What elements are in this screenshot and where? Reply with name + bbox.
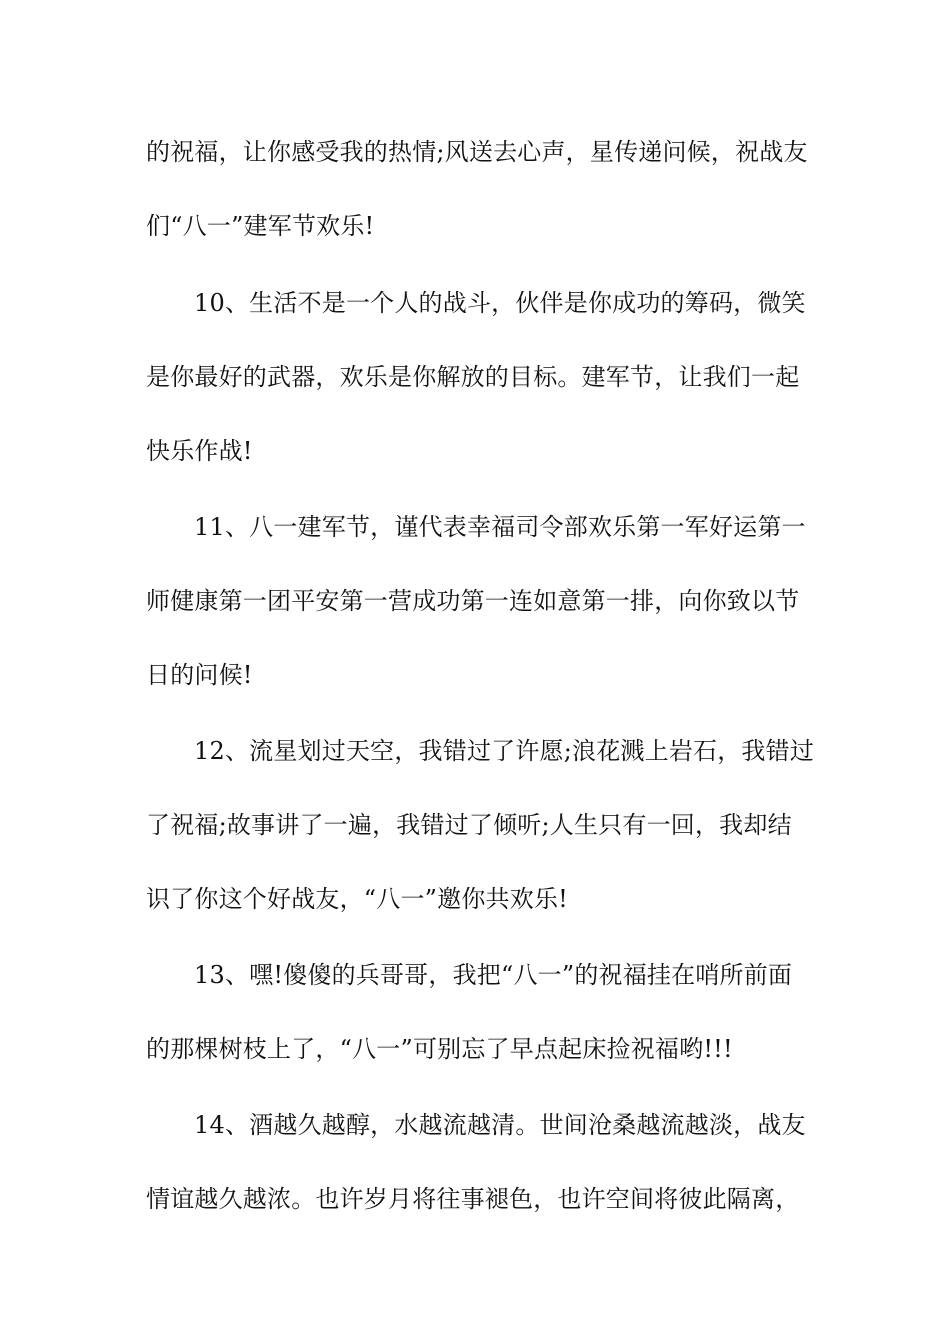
text-line: 的祝福，让你感受我的热情;风送去心声，星传递问候，祝战友 <box>146 138 808 166</box>
text-line: 师健康第一团平安第一营成功第一连如意第一排，向你致以节 <box>146 587 800 615</box>
text-line: 情谊越久越浓。也许岁月将往事褪色，也许空间将彼此隔离， <box>146 1185 800 1213</box>
text-line: 快乐作战! <box>146 437 253 465</box>
paragraph-10-start: 10、生活不是一个人的战斗，伙伴是你成功的筹码，微笑 <box>194 289 806 317</box>
text-line: 识了你这个好战友，“八一”邀你共欢乐! <box>146 885 568 913</box>
text-line: 了祝福;故事讲了一遍，我错过了倾听;人生只有一回，我却结 <box>146 811 792 839</box>
paragraph-13-start: 13、嘿!傻傻的兵哥哥，我把“八一”的祝福挂在哨所前面 <box>194 961 793 989</box>
text-line: 们“八一”建军节欢乐! <box>146 212 375 240</box>
text-line: 的那棵树枝上了，“八一”可别忘了早点起床捡祝福哟!!! <box>146 1035 733 1063</box>
paragraph-14-start: 14、酒越久越醇，水越流越清。世间沧桑越流越淡，战友 <box>194 1111 806 1139</box>
text-line: 日的问候! <box>146 661 253 689</box>
paragraph-12-start: 12、流星划过天空，我错过了许愿;浪花溅上岩石，我错过 <box>194 737 815 765</box>
text-line: 是你最好的武器，欢乐是你解放的目标。建军节，让我们一起 <box>146 363 800 391</box>
paragraph-11-start: 11、八一建军节，谨代表幸福司令部欢乐第一军好运第一 <box>194 513 806 541</box>
